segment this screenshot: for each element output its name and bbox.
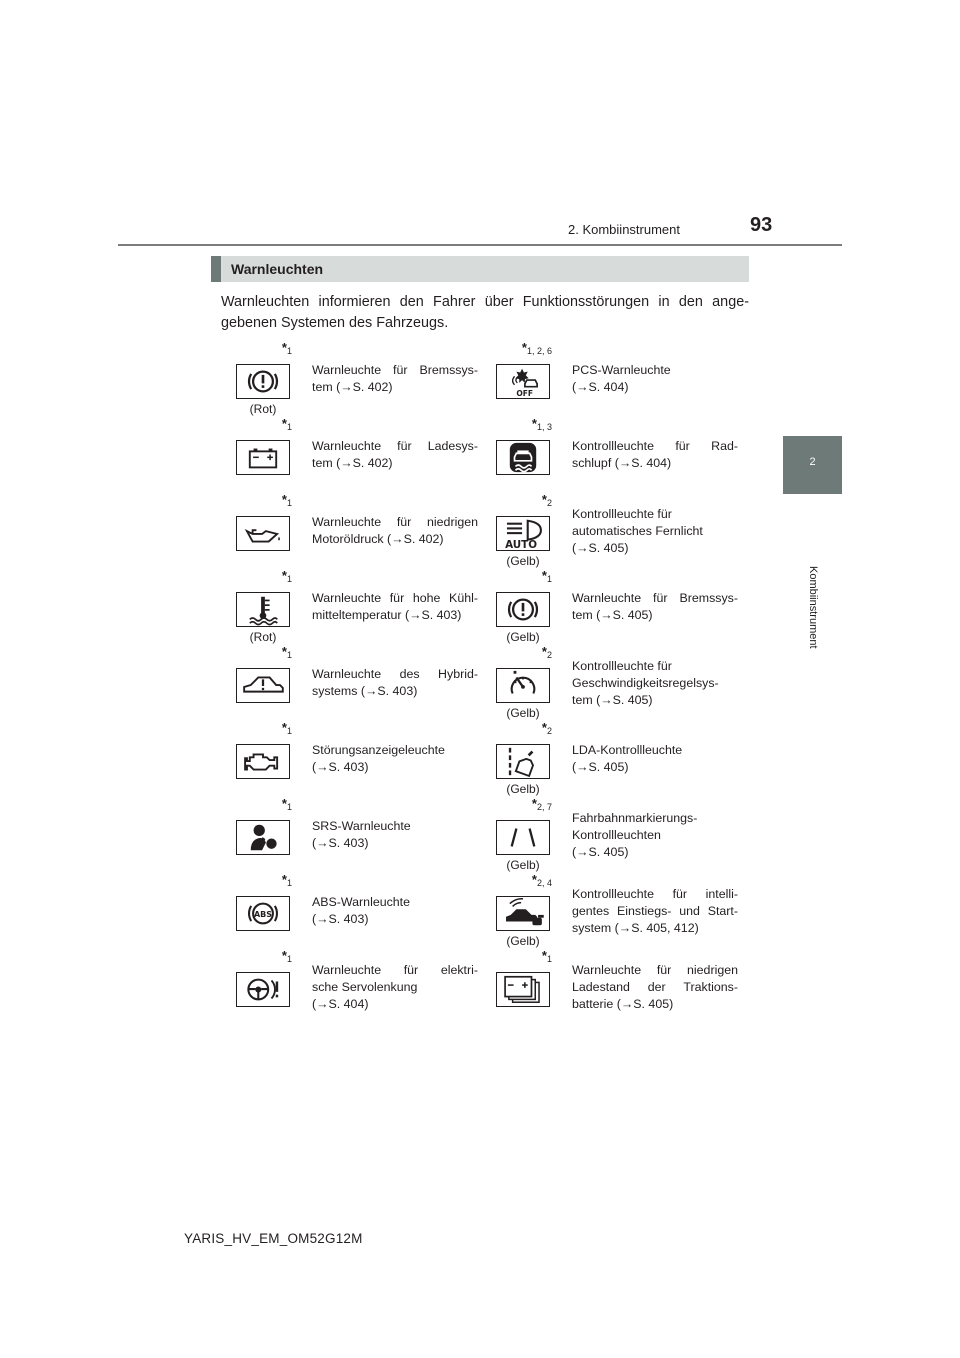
description-line: (→S. 404) — [572, 380, 629, 394]
indicator-color-label: (Gelb) — [506, 782, 540, 796]
description-line: (→S. 403) — [312, 836, 369, 850]
description-line: Warnleuchte für niedrigen — [572, 963, 738, 977]
indicator-color-label: (Gelb) — [506, 858, 540, 872]
description-line: tem (→S. 402) — [312, 456, 393, 470]
description-line: (→S. 405) — [572, 760, 629, 774]
footnote-marker: $*_1$ — [281, 568, 292, 584]
hybrid-system-icon — [236, 668, 290, 703]
description-line: Kontrollleuchten — [572, 828, 661, 842]
warning-light-description — [572, 438, 738, 472]
footnote-marker: $*_2$ — [541, 492, 552, 508]
warning-light-description — [312, 666, 478, 700]
cruise-control-icon — [496, 668, 550, 703]
description-line: Warnleuchte für Bremssys- — [572, 591, 738, 605]
description-line: (→S. 404) — [312, 997, 369, 1011]
description-line: automatisches Fernlicht — [572, 524, 703, 538]
description-line: tem (→S. 405) — [572, 693, 653, 707]
warning-light-description — [312, 438, 478, 472]
footnote-marker: $*_1$ — [281, 644, 292, 660]
abs-icon — [236, 896, 290, 931]
footnote-marker: $*_2$ — [541, 720, 552, 736]
description-line: mitteltemperatur (→S. 403) — [312, 608, 462, 622]
warning-light-description — [312, 894, 478, 928]
indicator-color-label: (Gelb) — [506, 630, 540, 644]
description-line: systems (→S. 403) — [312, 684, 418, 698]
pcs-off-icon — [496, 364, 550, 399]
footnote-marker: $*_1$ — [281, 720, 292, 736]
warning-light-description — [572, 506, 738, 557]
svg-text:AUTO: AUTO — [505, 539, 538, 550]
footnote-marker: $*_2$ — [541, 644, 552, 660]
description-line: PCS-Warnleuchte — [572, 363, 671, 377]
warning-light-description — [312, 742, 478, 776]
svg-text:ABS: ABS — [253, 909, 273, 919]
header-rule — [118, 244, 842, 246]
chapter-tab-number: 2 — [809, 456, 816, 468]
description-line: system (→S. 405, 412) — [572, 921, 699, 935]
footnote-number: 1 — [286, 802, 292, 812]
description-line: SRS-Warnleuchte — [312, 819, 411, 833]
intro-line: Warnleuchten informieren den Fahrer über Funktionsstörungen in den ange- — [221, 294, 749, 310]
footnote-marker: $*_{1, 3}$ — [531, 416, 552, 432]
smart-entry-icon — [496, 896, 550, 931]
footnote-number: 1, 2, 6 — [526, 346, 552, 356]
brake-warning-icon — [236, 364, 290, 399]
footnote-number: 1, 3 — [536, 422, 552, 432]
description-line: Ladestand der Traktions- — [572, 980, 738, 994]
footnote-number: 1 — [286, 726, 292, 736]
footnote-number: 1 — [286, 574, 292, 584]
description-line: Warnleuchte für Bremssys- — [312, 363, 478, 377]
indicator-color-label: (Gelb) — [506, 934, 540, 948]
description-line: ABS-Warnleuchte — [312, 895, 411, 909]
footnote-number: 2, 4 — [536, 878, 552, 888]
footnote-number: 1 — [286, 422, 292, 432]
description-line: (→S. 405) — [572, 845, 629, 859]
document-code: YARIS_HV_EM_OM52G12M — [184, 1231, 363, 1246]
description-line: sche Servolenkung — [312, 980, 418, 994]
footnote-number: 2, 7 — [536, 802, 552, 812]
page-number: 93 — [750, 214, 773, 236]
description-line: tem (→S. 405) — [572, 608, 653, 622]
brake-warning-icon — [496, 592, 550, 627]
warning-light-description — [312, 590, 478, 624]
srs-airbag-icon — [236, 820, 290, 855]
footnote-marker: $*_1$ — [281, 416, 292, 432]
lane-departure-icon — [496, 744, 550, 779]
description-line: gentes Einstiegs- und Start- — [572, 904, 738, 918]
auto-high-beam-icon — [496, 516, 550, 551]
description-line: Warnleuchte für niedrigen — [312, 515, 478, 529]
description-line: Kontrollleuchte für intelli- — [572, 887, 738, 901]
indicator-color-label: (Rot) — [249, 402, 277, 416]
description-line: batterie (→S. 405) — [572, 997, 674, 1011]
check-engine-icon — [236, 744, 290, 779]
description-line: schlupf (→S. 404) — [572, 456, 672, 470]
warning-light-description — [572, 658, 738, 709]
chapter-heading: 2. Kombiinstrument — [568, 222, 680, 237]
warning-light-description — [312, 818, 478, 852]
warning-light-description — [572, 742, 738, 776]
footnote-number: 1 — [286, 650, 292, 660]
description-line: (→S. 403) — [312, 912, 369, 926]
footnote-marker: $*_{1, 2, 6}$ — [521, 340, 552, 356]
description-line: Störungsanzeigeleuchte — [312, 743, 445, 757]
footnote-marker: $*_1$ — [281, 948, 292, 964]
footnote-number: 1 — [286, 878, 292, 888]
description-line: Warnleuchte für Ladesys- — [312, 439, 478, 453]
indicator-color-label: (Rot) — [249, 630, 277, 644]
warning-light-description — [572, 962, 738, 1013]
section-title: Warnleuchten — [231, 261, 324, 277]
chapter-tab — [783, 436, 842, 494]
description-line: Geschwindigkeitsregelsys- — [572, 676, 719, 690]
intro-line: gebenen Systemen des Fahrzeugs. — [221, 315, 449, 331]
footnote-number: 1 — [546, 954, 552, 964]
traction-battery-icon — [496, 972, 550, 1007]
warning-light-description — [572, 810, 738, 861]
slip-indicator-icon — [496, 440, 550, 475]
chapter-side-label: Kombiinstrument — [807, 566, 819, 649]
description-line: Warnleuchte des Hybrid- — [312, 667, 478, 681]
warning-light-description — [572, 886, 738, 937]
warning-light-description — [572, 590, 738, 624]
footnote-number: 1 — [546, 574, 552, 584]
description-line: Kontrollleuchte für Rad- — [572, 439, 738, 453]
power-steering-icon — [236, 972, 290, 1007]
footnote-marker: $*_{2, 4}$ — [531, 872, 552, 888]
warning-light-description — [312, 362, 478, 396]
footnote-number: 2 — [546, 650, 552, 660]
intro-paragraph — [221, 292, 749, 334]
warning-light-description — [572, 362, 738, 396]
footnote-marker: $*_1$ — [281, 872, 292, 888]
description-line: Warnleuchte für elektri- — [312, 963, 478, 977]
indicator-color-label: (Gelb) — [506, 706, 540, 720]
footnote-marker: $*_1$ — [281, 796, 292, 812]
section-header — [211, 256, 749, 282]
footnote-number: 2 — [546, 726, 552, 736]
description-line: Fahrbahnmarkierungs- — [572, 811, 698, 825]
oil-pressure-icon — [236, 516, 290, 551]
warning-light-description — [312, 514, 478, 548]
description-line: tem (→S. 402) — [312, 380, 393, 394]
description-line: Warnleuchte für hohe Kühl- — [312, 591, 478, 605]
footnote-marker: $*_1$ — [281, 492, 292, 508]
footnote-marker: $*_1$ — [541, 948, 552, 964]
footnote-number: 1 — [286, 498, 292, 508]
description-line: Motoröldruck (→S. 402) — [312, 532, 444, 546]
description-line: Kontrollleuchte für — [572, 659, 672, 673]
footnote-marker: $*_1$ — [541, 568, 552, 584]
footnote-number: 2 — [546, 498, 552, 508]
svg-text:OFF: OFF — [516, 389, 534, 398]
indicator-color-label: (Gelb) — [506, 554, 540, 568]
description-line: Kontrollleuchte für — [572, 507, 672, 521]
battery-icon — [236, 440, 290, 475]
footnote-number: 1 — [286, 346, 292, 356]
footnote-marker: $*_1$ — [281, 340, 292, 356]
coolant-temperature-icon — [236, 592, 290, 627]
warning-light-description — [312, 962, 478, 1013]
description-line: (→S. 405) — [572, 541, 629, 555]
description-line: (→S. 403) — [312, 760, 369, 774]
lane-markings-icon — [496, 820, 550, 855]
footnote-number: 1 — [286, 954, 292, 964]
footnote-marker: $*_{2, 7}$ — [531, 796, 552, 812]
description-line: LDA-Kontrollleuchte — [572, 743, 683, 757]
